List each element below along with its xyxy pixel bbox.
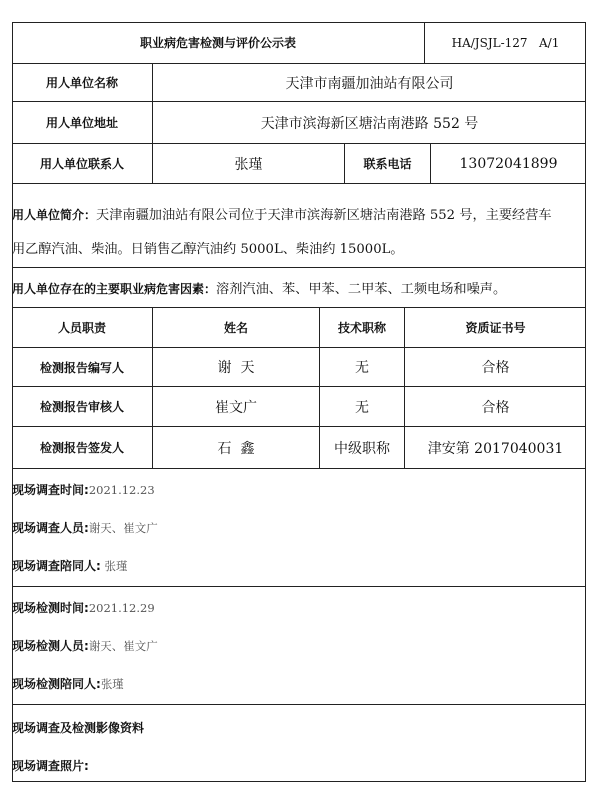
employer-address-value: 天津市滨海新区塘沽南港路 552 号 bbox=[260, 115, 479, 132]
staff-cert: 合格 bbox=[481, 399, 510, 416]
survey-escort-value: 张瑾 bbox=[100, 559, 128, 573]
employer-address-row bbox=[12, 102, 586, 144]
staff-role: 检测报告签发人 bbox=[12, 427, 153, 468]
staff-row bbox=[12, 348, 586, 387]
staff-row bbox=[12, 387, 586, 427]
header-row bbox=[12, 22, 586, 64]
survey-block bbox=[12, 469, 586, 587]
survey-staff-label: 现场调查人员: bbox=[12, 521, 89, 535]
testing-escort-label: 现场检测陪同人: bbox=[12, 677, 101, 691]
employer-name-row bbox=[12, 64, 586, 102]
images-block bbox=[12, 705, 586, 782]
staff-header-role: 人员职责 bbox=[12, 308, 153, 347]
form-title: 职业病危害检测与评价公示表 bbox=[12, 22, 425, 63]
hazards-value: 溶剂汽油、苯、甲苯、二甲苯、工频电场和噪声。 bbox=[216, 282, 507, 297]
photos-label: 现场调查照片: bbox=[12, 759, 89, 773]
contact-label: 用人单位联系人 bbox=[12, 144, 153, 183]
staff-name: 崔文广 bbox=[153, 387, 320, 426]
images-title-label: 现场调查及检测影像资料 bbox=[12, 721, 145, 735]
staff-cert: 津安第 2017040031 bbox=[427, 440, 564, 457]
staff-header-row bbox=[12, 308, 586, 348]
staff-role: 检测报告审核人 bbox=[12, 387, 153, 426]
employer-address-label: 用人单位地址 bbox=[12, 102, 153, 143]
survey-time-label: 现场调查时间: bbox=[12, 483, 89, 497]
testing-staff-label: 现场检测人员: bbox=[12, 639, 89, 653]
testing-block bbox=[12, 587, 586, 705]
intro-block bbox=[12, 184, 586, 268]
survey-staff-line bbox=[12, 519, 158, 536]
intro-label: 用人单位简介： bbox=[12, 208, 97, 222]
employer-contact-row bbox=[12, 144, 586, 184]
staff-header-name: 姓名 bbox=[153, 308, 320, 347]
staff-title: 无 bbox=[320, 387, 405, 426]
survey-escort-label: 现场调查陪同人: bbox=[12, 559, 101, 573]
survey-time-line bbox=[12, 481, 155, 498]
contact-value: 张瑾 bbox=[153, 144, 345, 183]
testing-time-label: 现场检测时间: bbox=[12, 601, 89, 615]
testing-staff-value: 谢天、崔文广 bbox=[88, 639, 158, 653]
staff-header-cert: 资质证书号 bbox=[465, 321, 526, 335]
staff-cert: 合格 bbox=[481, 360, 510, 376]
public-notice-form bbox=[12, 22, 586, 782]
staff-row bbox=[12, 427, 586, 469]
survey-staff-value: 谢天、崔文广 bbox=[88, 521, 158, 535]
phone-value: 13072041899 bbox=[459, 155, 558, 172]
intro-text-1: 天津南疆加油站有限公司位于天津市滨海新区塘沽南港路 552 号，主要经营车 bbox=[96, 208, 552, 223]
staff-header-title: 技术职称 bbox=[320, 308, 405, 347]
staff-role: 检测报告编写人 bbox=[12, 348, 153, 386]
staff-title: 无 bbox=[320, 348, 405, 386]
hazards-row bbox=[12, 268, 586, 308]
testing-escort-value: 张瑾 bbox=[100, 677, 124, 691]
images-title bbox=[12, 717, 144, 736]
intro-line-2: 用乙醇汽油、柴油。日销售乙醇汽油约 5000L、柴油约 15000L。 bbox=[12, 242, 404, 257]
survey-time-value: 2021.12.23 bbox=[88, 483, 155, 497]
staff-name: 谢 天 bbox=[153, 348, 320, 386]
employer-name-label: 用人单位名称 bbox=[12, 64, 153, 101]
staff-name: 石 鑫 bbox=[153, 427, 320, 468]
intro-line-1 bbox=[12, 204, 552, 223]
hazards-label: 用人单位存在的主要职业病危害因素： bbox=[12, 282, 217, 296]
form-code: HA/JSJL-127 A/1 bbox=[451, 35, 560, 50]
testing-time-value: 2021.12.29 bbox=[88, 601, 155, 615]
testing-staff-line bbox=[12, 637, 158, 654]
phone-label: 联系电话 bbox=[345, 144, 431, 183]
testing-escort-line bbox=[12, 675, 124, 692]
staff-title: 中级职称 bbox=[320, 427, 405, 468]
hazards-line bbox=[12, 278, 506, 297]
employer-name-value: 天津市南疆加油站有限公司 bbox=[285, 75, 454, 92]
survey-escort-line bbox=[12, 557, 127, 574]
testing-time-line bbox=[12, 599, 155, 616]
photos-line bbox=[12, 755, 89, 774]
